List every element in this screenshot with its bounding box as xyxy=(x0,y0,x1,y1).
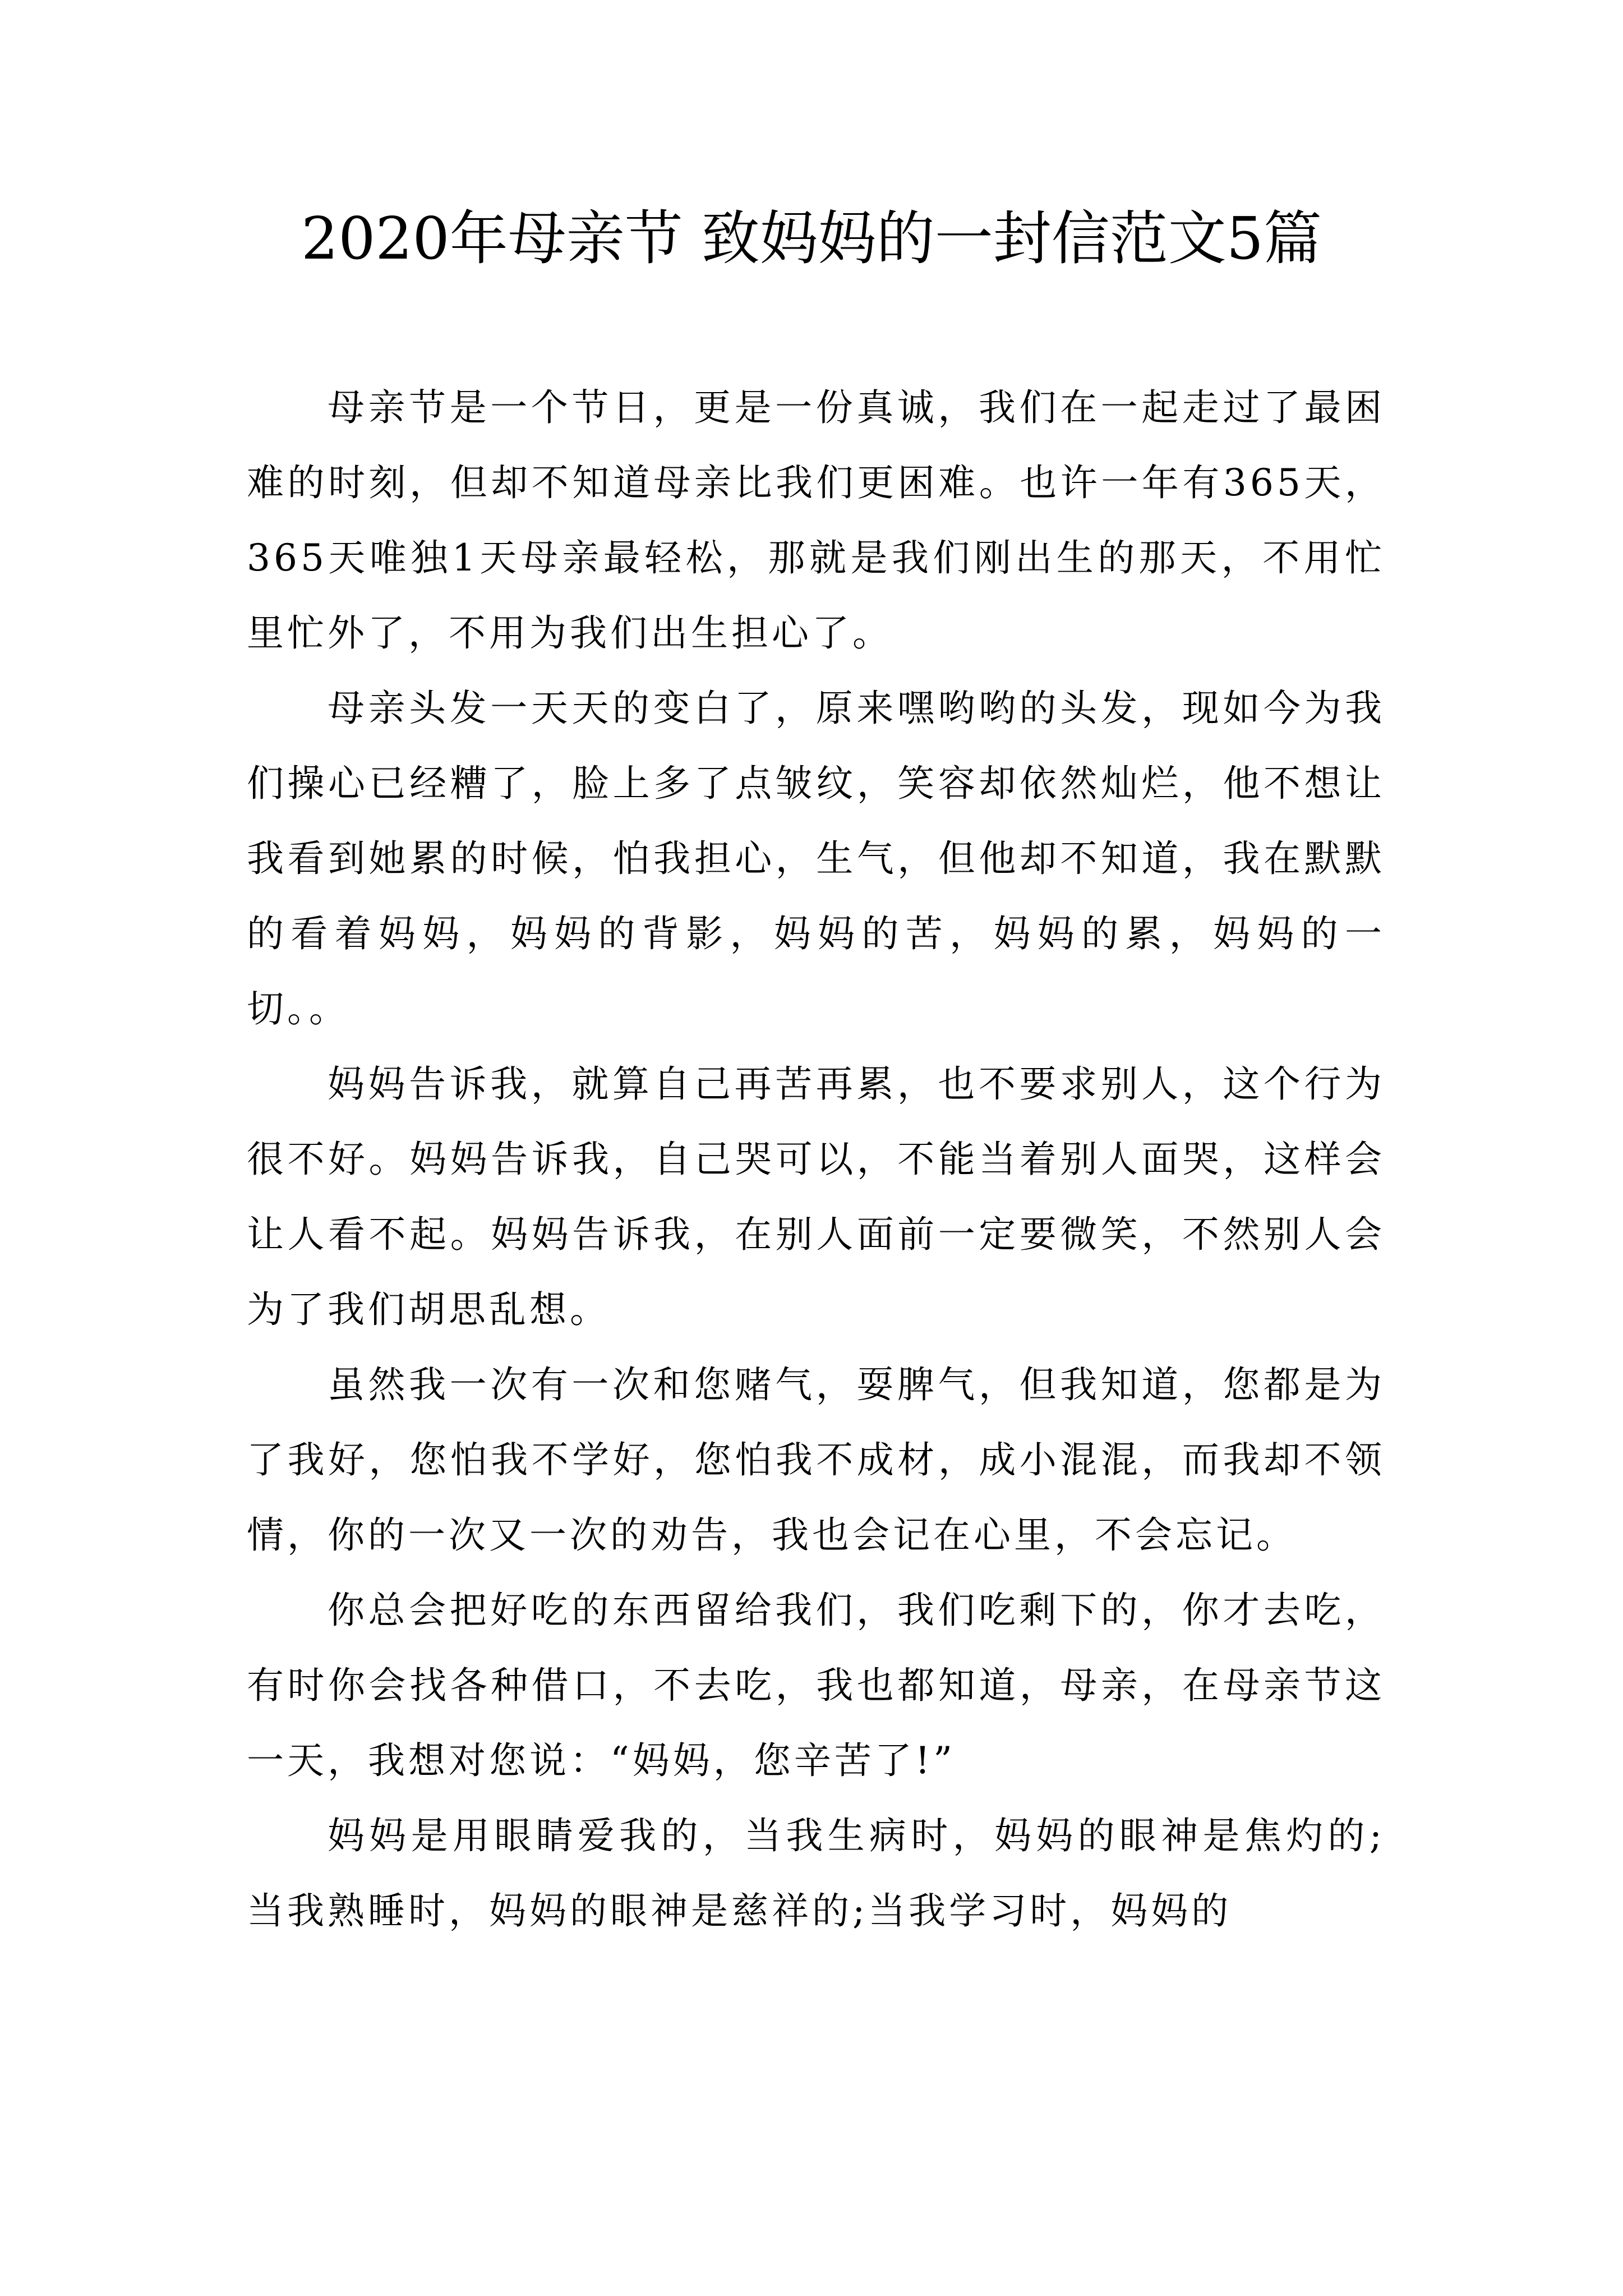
paragraph: 母亲头发一天天的变白了，原来嘿哟哟的头发，现如今为我们操心已经糟了，脸上多了点皱纹，笑容却依然灿烂，他不想让我看到她累的时候，怕我担心，生气，但他却不知道，我在默默的看着妈妈，妈妈的背影，妈妈的苦，妈妈的累，妈妈的一切。。 xyxy=(247,687,1385,1030)
paragraph: 母亲节是一个节日，更是一份真诚，我们在一起走过了最困难的时刻，但却不知道母亲比我们更困难。也许一年有365天，365天唯独1天母亲最轻松，那就是我们刚出生的那天，不用忙里忙外了，不用为我们出生担心了。 xyxy=(247,386,1385,655)
paragraph: 你总会把好吃的东西留给我们，我们吃剩下的，你才去吃，有时你会找各种借口，不去吃，我也都知道，母亲，在母亲节这一天，我想对您说：“妈妈，您辛苦了!” xyxy=(247,1589,1385,1782)
paragraph: 妈妈告诉我，就算自己再苦再累，也不要求别人，这个行为很不好。妈妈告诉我，自己哭可以，不能当着别人面哭，这样会让人看不起。妈妈告诉我，在别人面前一定要微笑，不然别人会为了我们胡思乱想。 xyxy=(247,1062,1385,1331)
paragraph: 妈妈是用眼睛爱我的，当我生病时，妈妈的眼神是焦灼的;当我熟睡时，妈妈的眼神是慈祥的;当我学习时，妈妈的 xyxy=(247,1814,1385,1932)
document-body xyxy=(247,370,1385,1949)
document-title: 2020年母亲节 致妈妈的一封信范文5篇 xyxy=(301,204,1322,273)
paragraph: 虽然我一次有一次和您赌气，耍脾气，但我知道，您都是为了我好，您怕我不学好，您怕我不成材，成小混混，而我却不领情，你的一次又一次的劝告，我也会记在心里，不会忘记。 xyxy=(247,1363,1385,1557)
